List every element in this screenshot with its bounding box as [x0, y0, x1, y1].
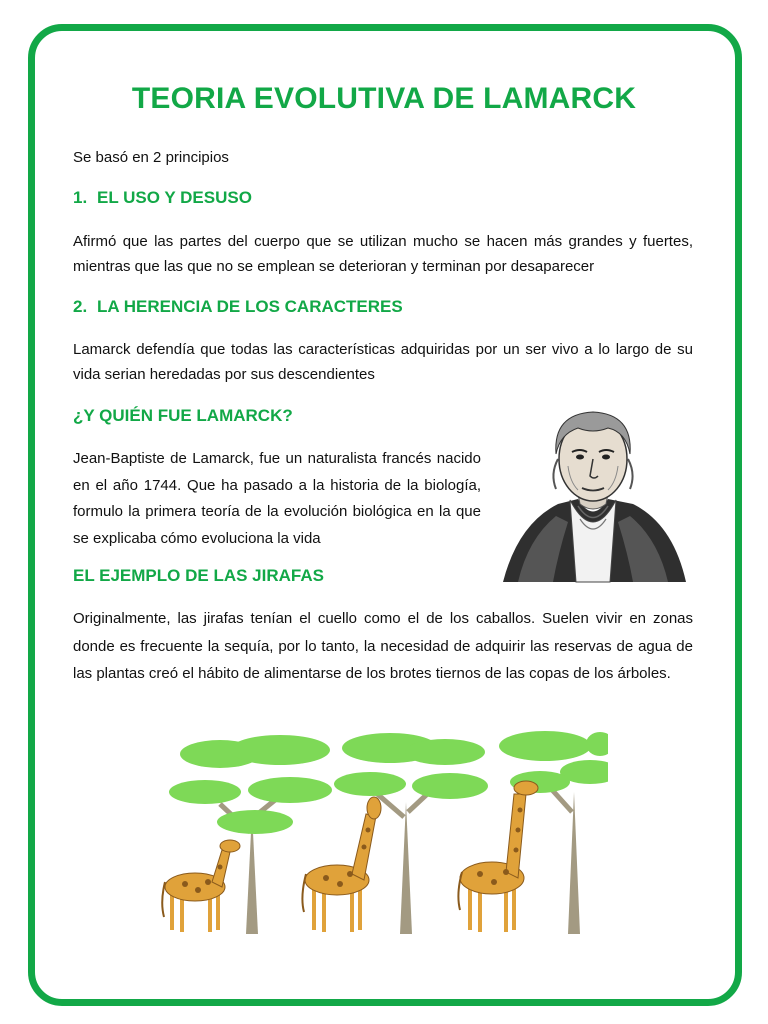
section-heading-label: LA HERENCIA DE LOS CARACTERES [97, 297, 403, 316]
section-heading-uso-desuso [73, 188, 252, 208]
section-number: 2. [73, 297, 88, 316]
section-heading-jirafas: EL EJEMPLO DE LAS JIRAFAS [73, 566, 324, 585]
giraffes-illustration [160, 722, 608, 934]
section-heading-herencia [73, 297, 403, 317]
section-text-uso-desuso: Afirmó que las partes del cuerpo que se utilizan mucho se hacen más grandes y fuertes, mientras que las que no se emplean se deterioran y terminan por desaparecer [73, 233, 693, 275]
section-text-quien-fue: Jean-Baptiste de Lamarck, fue un naturalista francés nacido en el año 1744. Que ha pasado a la historia de la biología, formulo la primera teoría de la evolución biológica en la que se explicaba cómo evoluciona la vida [73, 450, 481, 547]
lamarck-portrait [498, 404, 688, 584]
section-number: 1. [73, 188, 88, 207]
section-text-jirafas: Originalmente, las jirafas tenían el cuello como el de los caballos. Suelen vivir en zonas donde es frecuente la sequía, por lo tanto, la necesidad de adquirir las reservas de agua de las plantas creó el hábito de alimentarse de los brotes tiernos de las copas de los árboles. [73, 610, 693, 682]
tree [334, 733, 488, 934]
giraffe-long-neck [458, 781, 538, 932]
giraffe-short-neck [162, 840, 240, 932]
section-heading-quien-fue: ¿Y QUIÉN FUE LAMARCK? [73, 406, 293, 425]
giraffe-medium-neck [302, 797, 381, 932]
section-text-herencia: Lamarck defendía que todas las características adquiridas por un ser vivo a lo largo de su vida serian heredadas por sus descendientes [73, 341, 693, 383]
page-title: TEORIA EVOLUTIVA DE LAMARCK [131, 82, 637, 115]
section-heading-label: EL USO Y DESUSO [97, 188, 252, 207]
tree [169, 735, 332, 934]
intro-text: Se basó en 2 principios [73, 149, 229, 166]
